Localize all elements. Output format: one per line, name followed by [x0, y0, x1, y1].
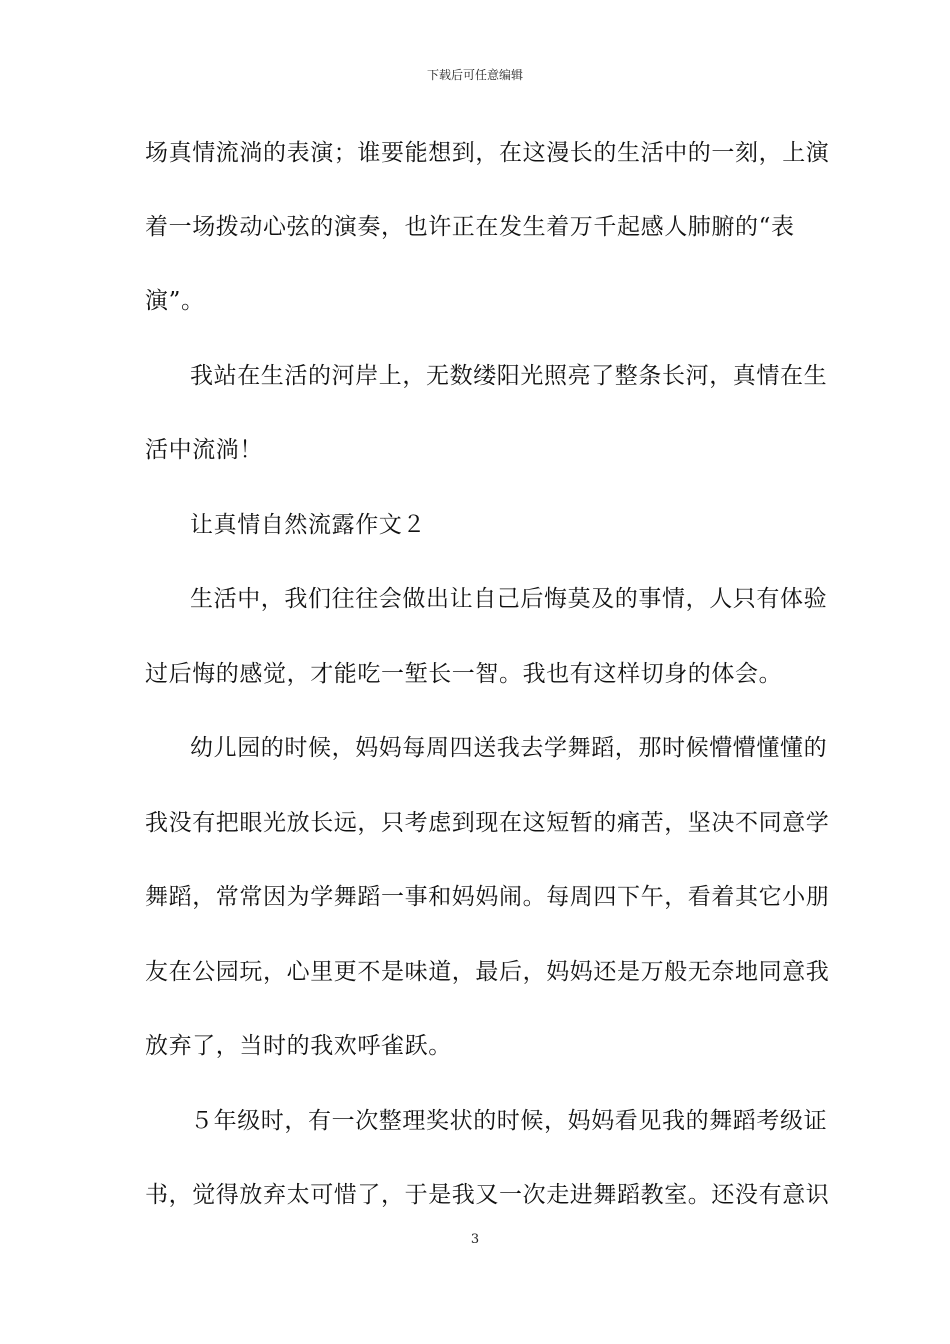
body-text-line: 友在公园玩，心里更不是味道，最后，妈妈还是万般无奈地同意我 — [145, 959, 830, 985]
body-text-line: 过后悔的感觉，才能吃一堑长一智。我也有这样切身的体会。 — [145, 661, 783, 687]
paragraph-first-line: 生活中，我们往往会做出让自己后悔莫及的事情，人只有体验 — [190, 586, 828, 612]
paragraph-first-line: 我站在生活的河岸上，无数缕阳光照亮了整条长河，真情在生 — [190, 363, 828, 389]
body-text-line: 活中流淌！ — [145, 437, 263, 463]
paragraph-first-line: ５年级时，有一次整理奖状的时候，妈妈看见我的舞蹈考级证 — [190, 1108, 828, 1134]
body-text-line: 我没有把眼光放长远，只考虑到现在这短暂的痛苦，坚决不同意学 — [145, 810, 830, 836]
body-text-line: 书，觉得放弃太可惜了，于是我又一次走进舞蹈教室。还没有意识 — [145, 1182, 830, 1208]
body-text-line: 放弃了，当时的我欢呼雀跃。 — [145, 1033, 452, 1059]
body-text-line: 舞蹈，常常因为学舞蹈一事和妈妈闹。每周四下午，看着其它小朋 — [145, 884, 830, 910]
page-header-note: 下载后可任意编辑 — [426, 68, 523, 82]
body-text-line: 场真情流淌的表演；谁要能想到，在这漫长的生活中的一刻，上演 — [145, 140, 830, 166]
essay-title: 让真情自然流露作文２ — [190, 512, 426, 538]
body-text-line: 着一场拨动心弦的演奏，也许正在发生着万千起感人肺腑的“表 — [145, 214, 795, 240]
body-text-line: 演”。 — [145, 288, 205, 314]
paragraph-first-line: 幼儿园的时候，妈妈每周四送我去学舞蹈，那时候懵懵懂懂的 — [190, 735, 828, 761]
page-number: 3 — [470, 1232, 480, 1247]
